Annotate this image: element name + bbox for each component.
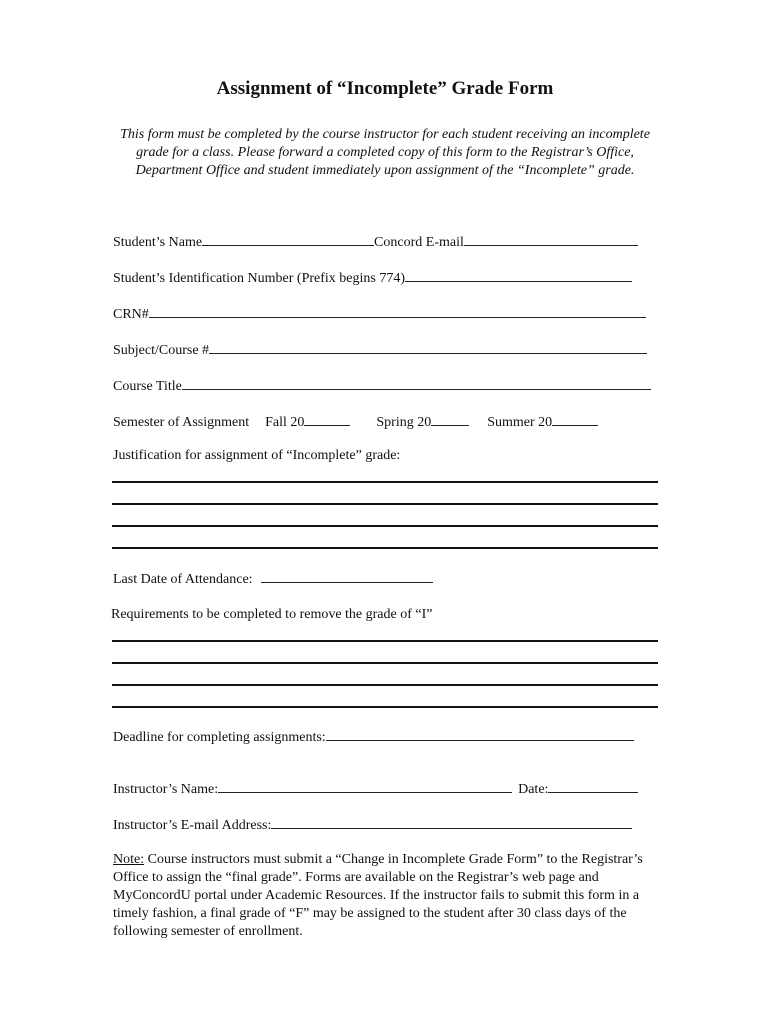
instructor-email-row	[113, 815, 632, 834]
semester-row	[113, 412, 598, 431]
course-title-label: Course Title	[113, 379, 182, 394]
student-id-blank[interactable]	[405, 268, 632, 282]
requirements-label: Requirements to be completed to remove the grade of “I”	[111, 607, 433, 622]
last-date-label: Last Date of Attendance:	[113, 572, 253, 587]
summer-blank[interactable]	[552, 412, 598, 426]
note-label: Note:	[113, 852, 145, 867]
note-text: Course instructors must submit a “Change in Incomplete Grade Form” to the Registrar’s Office to assign the “final grade”. Forms are available on the Registrar’s web page and MyConcordU portal under Academic Resources. If the instructor fails to submit this form in a timely fashion, a final grade of “F” may be assigned to the student after 30 class days of the following semester of enrollment.	[113, 852, 643, 939]
requirements-line[interactable]	[112, 684, 658, 686]
concord-email-blank[interactable]	[464, 232, 638, 246]
justification-line[interactable]	[112, 481, 658, 483]
instructor-name-row	[113, 779, 638, 798]
spring-label: Spring 20	[376, 415, 432, 430]
subject-course-row	[113, 340, 647, 359]
course-title-blank[interactable]	[182, 376, 651, 390]
student-name-row	[113, 232, 638, 251]
spring-blank[interactable]	[431, 412, 469, 426]
instructor-name-blank[interactable]	[218, 779, 512, 793]
justification-line[interactable]	[112, 503, 658, 505]
justification-line[interactable]	[112, 547, 658, 549]
crn-row	[113, 304, 646, 323]
justification-label: Justification for assignment of “Incomplete” grade:	[113, 448, 401, 463]
last-date-row	[113, 569, 433, 588]
date-blank[interactable]	[548, 779, 638, 793]
deadline-label: Deadline for completing assignments:	[113, 730, 326, 745]
instructor-email-blank[interactable]	[271, 815, 632, 829]
fall-label: Fall 20	[265, 415, 305, 430]
student-name-label: Student’s Name	[113, 235, 203, 250]
deadline-blank[interactable]	[326, 727, 634, 741]
instructor-email-label: Instructor’s E-mail Address:	[113, 818, 272, 833]
crn-blank[interactable]	[149, 304, 646, 318]
student-name-blank[interactable]	[202, 232, 374, 246]
student-id-label: Student’s Identification Number (Prefix begins 774)	[113, 271, 405, 286]
last-date-blank[interactable]	[261, 569, 433, 583]
subject-course-blank[interactable]	[209, 340, 647, 354]
date-label: Date:	[518, 782, 549, 797]
fall-blank[interactable]	[304, 412, 350, 426]
requirements-line[interactable]	[112, 640, 658, 642]
form-title: Assignment of “Incomplete” Grade Form	[216, 78, 554, 99]
deadline-row	[113, 727, 634, 746]
summer-label: Summer 20	[487, 415, 553, 430]
note-paragraph	[113, 851, 653, 941]
course-title-row	[113, 376, 651, 395]
instructor-name-label: Instructor’s Name:	[113, 782, 219, 797]
requirements-line[interactable]	[112, 662, 658, 664]
subject-course-label: Subject/Course #	[113, 343, 210, 358]
concord-email-label: Concord E-mail	[374, 235, 464, 250]
crn-label: CRN#	[113, 307, 149, 322]
student-id-row	[113, 268, 632, 287]
semester-label: Semester of Assignment	[113, 415, 250, 430]
form-instructions: This form must be completed by the course instructor for each student receiving an incomplete grade for a class. Please forward a completed copy of this form to the Registrar’s Office, Department Office and student immediately upon assignment of the “Incomplete” grade.	[120, 127, 650, 178]
justification-line[interactable]	[112, 525, 658, 527]
requirements-line[interactable]	[112, 706, 658, 708]
